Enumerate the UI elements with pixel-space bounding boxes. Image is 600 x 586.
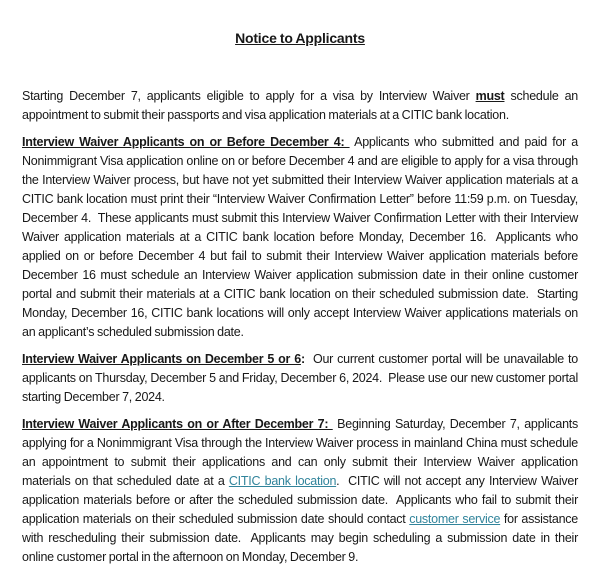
december-5-6-paragraph <box>22 350 581 407</box>
text-run: for assistance with rescheduling their submission date. Applicants may begin scheduling a submission date in their online customer portal in the afternoon on Monday, December 9. <box>22 512 581 564</box>
before-december-4-paragraph <box>22 133 581 342</box>
text-run: Applicants who submitted and paid for a Nonimmigrant Visa application online on or before December 4 and are eligible to apply for a visa through the Interview Waiver process, but have not yet submitted their Interview Waiver application materials at a CITIC bank location must print their “Interview Waiver Confirmation Letter” before 11:59 p.m. on Tuesday, December 4. These applicants must submit this Interview Waiver Confirmation Letter with their Interview Waiver application materials at a CITIC bank location before Monday, December 16. Applicants who applied on or before December 4 but fail to submit their Interview Waiver application materials before December 16 must schedule an Interview Waiver application submission date in their online customer portal and submit their materials at a CITIC bank location on their scheduled submission date. Starting Monday, December 16, CITIC bank locations will only accept Interview Waiver applications materials on an applicant’s scheduled submission date. <box>22 135 581 339</box>
text-run: Beginning Saturday, December 7, applicants applying for a Nonimmigrant Visa through the Interview Waiver process in mainland China must schedule an appointment to submit their applications and can only submit their Interview Waiver application materials on that scheduled date at a <box>22 417 581 488</box>
before-december-4-heading: Interview Waiver Applicants on or Before December 4: <box>22 135 350 149</box>
after-december-7-paragraph <box>22 415 581 567</box>
citic-bank-location-link[interactable]: CITIC bank location <box>228 474 337 488</box>
text-run: schedule an appointment to submit their passports and visa application materials at a CITIC bank location. <box>22 89 581 122</box>
december-5-6-heading: Interview Waiver Applicants on December 5 or 6 <box>22 352 301 366</box>
after-december-7-heading: Interview Waiver Applicants on or After December 7: <box>22 417 333 431</box>
notice-body <box>22 87 581 567</box>
text-run: Our current customer portal will be unavailable to applicants on Thursday, December 5 and Friday, December 6, 2024. Please use our new customer portal starting December 7, 2024. <box>22 352 581 404</box>
notice-title: Notice to Applicants <box>235 30 365 46</box>
text-run: : <box>300 352 305 366</box>
intro-paragraph <box>22 87 581 125</box>
text-run: Starting December 7, applicants eligible to apply for a visa by Interview Waiver <box>22 89 476 103</box>
must-emphasis: must <box>475 89 505 103</box>
text-run: . CITIC will not accept any Interview Waiver application materials before or after the scheduled submission date. Applicants who fail to submit their application materials on their scheduled submission date should contact <box>22 474 581 526</box>
customer-service-link[interactable]: customer service <box>409 512 501 526</box>
